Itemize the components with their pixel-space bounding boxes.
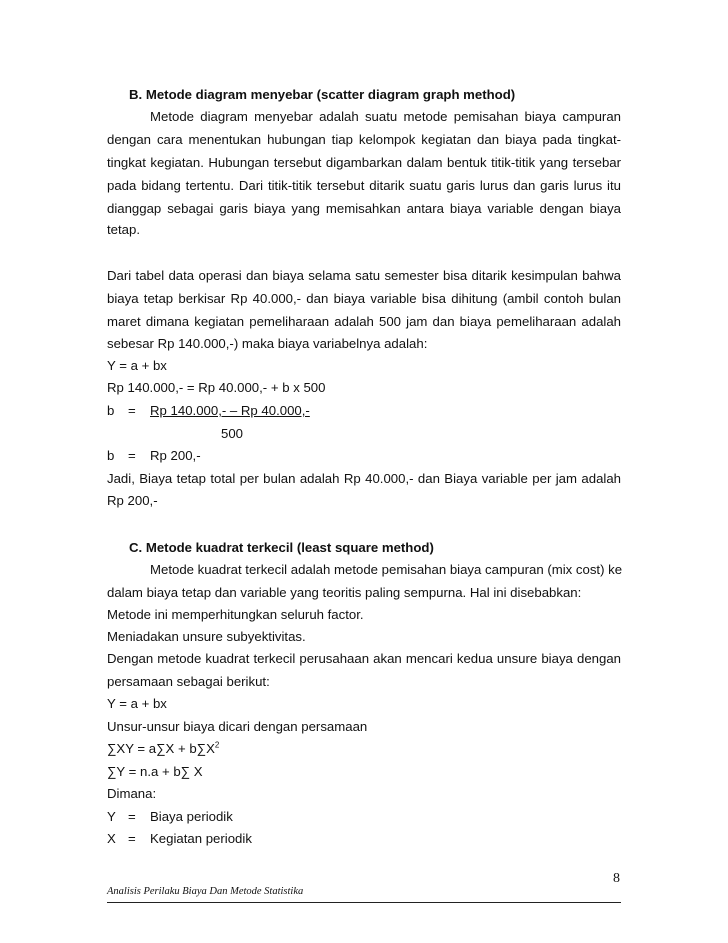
definition-symbol: X <box>107 831 116 846</box>
b-label: b <box>107 403 115 418</box>
fraction-denominator: 500 <box>221 426 244 441</box>
paragraph-line: persamaan sebagai berikut: <box>107 674 270 689</box>
paragraph-line: Dari tabel data operasi dan biaya selama satu semester bisa ditarik kesimpulan bahwa <box>107 268 621 283</box>
paragraph-line: biaya tetap berkisar Rp 40.000,- dan biaya variable bisa dihitung (ambil contoh bulan <box>107 291 621 306</box>
paragraph-line: dianggap sebagai garis biaya yang memisahkan antara biaya variable dengan biaya <box>107 201 621 216</box>
paragraph-line: Meniadakan unsure subyektivitas. <box>107 629 306 644</box>
paragraph-line: Unsur-unsur biaya dicari dengan persamaan <box>107 719 368 734</box>
definition-text: Kegiatan periodik <box>150 831 252 846</box>
equals-sign: = <box>128 831 136 846</box>
page-number: 8 <box>613 871 620 886</box>
paragraph-line: maret dimana kegiatan pemeliharaan adalah 500 jam dan biaya pemeliharaan adalah <box>107 314 621 329</box>
paragraph-line: Metode diagram menyebar adalah suatu metode pemisahan biaya campuran <box>150 109 621 124</box>
equals-sign: = <box>128 403 136 418</box>
fraction-numerator: Rp 140.000,- – Rp 40.000,- <box>150 403 310 418</box>
equation-1 <box>107 740 621 758</box>
paragraph-line: Rp 200,- <box>107 493 158 508</box>
paragraph-line: Metode ini memperhitungkan seluruh factor. <box>107 607 364 622</box>
formula: Y = a + bx <box>107 696 167 711</box>
footer-rule <box>107 902 621 903</box>
paragraph-line: dalam biaya tetap dan variable yang teoritis paling sempurna. Hal ini disebabkan: <box>107 585 582 600</box>
dimana-label: Dimana: <box>107 786 157 801</box>
paragraph-line: tingkat kegiatan. Hubungan tersebut digambarkan dalam bentuk titik-titik yang tersebar <box>107 155 621 170</box>
equals-sign: = <box>128 448 136 463</box>
definition-symbol: Y <box>107 809 116 824</box>
paragraph-line: sebesar Rp 140.000,-) maka biaya variabelnya adalah: <box>107 336 428 351</box>
paragraph-line: Dengan metode kuadrat terkecil perusahaan akan mencari kedua unsure biaya dengan <box>107 651 621 666</box>
equals-sign: = <box>128 809 136 824</box>
footer-text: Analisis Perilaku Biaya Dan Metode Statistika <box>107 886 304 897</box>
equation-1-exponent: 2 <box>214 740 220 750</box>
paragraph-line: pada bidang tertentu. Dari titik-titik tersebut ditarik suatu garis lurus dan garis lurus itu <box>107 178 621 193</box>
equation-1-text: ∑XY = a∑X + b∑X <box>107 741 215 756</box>
section-c-heading: C. Metode kuadrat terkecil (least square method) <box>129 540 434 555</box>
equation-2: ∑Y = n.a + b∑ X <box>107 764 203 779</box>
calc-result: Rp 200,- <box>150 448 201 463</box>
paragraph-line: dengan cara menentukan hubungan tiap kelompok kegiatan dan biaya pada tingkat- <box>107 132 621 147</box>
calc-line: Rp 140.000,- = Rp 40.000,- + b x 500 <box>107 380 326 395</box>
paragraph-line: tetap. <box>107 222 140 237</box>
paragraph-line: Jadi, Biaya tetap total per bulan adalah Rp 40.000,- dan Biaya variable per jam adalah <box>107 471 621 486</box>
b-label: b <box>107 448 115 463</box>
definition-text: Biaya periodik <box>150 809 233 824</box>
paragraph-line: Metode kuadrat terkecil adalah metode pemisahan biaya campuran (mix cost) ke <box>150 562 623 577</box>
formula: Y = a + bx <box>107 358 167 373</box>
section-b-heading: B. Metode diagram menyebar (scatter diagram graph method) <box>129 87 516 102</box>
